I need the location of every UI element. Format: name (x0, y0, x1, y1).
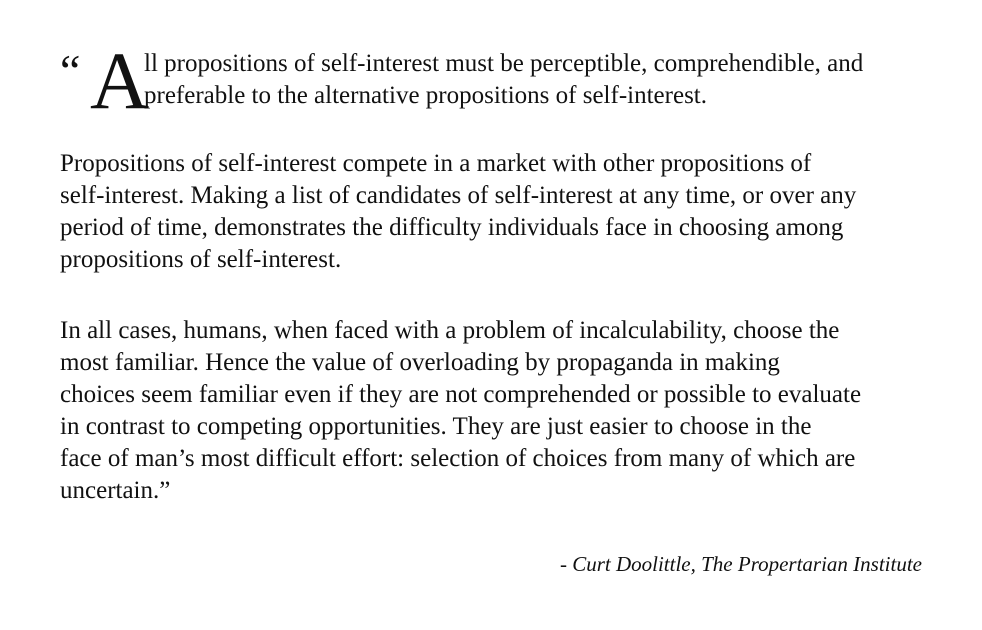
quote-line: choices seem familiar even if they are not comprehended or possible to evaluate (60, 381, 862, 408)
opening-quote-mark: “ (60, 45, 79, 96)
quote-line: in contrast to competing opportunities. They are just easier to choose in the (60, 413, 812, 440)
quote-line: preferable to the alternative propositions of self-interest. (144, 82, 707, 109)
quote-line: propositions of self-interest. (60, 246, 342, 273)
quote-line: period of time, demonstrates the difficulty individuals face in choosing among (60, 214, 844, 241)
quote-line: In all cases, humans, when faced with a problem of incalculability, choose the (60, 317, 840, 344)
quote-line: face of man’s most difficult effort: selection of choices from many of which are (60, 445, 856, 472)
quote-opening-paragraph (60, 35, 940, 126)
quote-attribution: - Curt Doolittle, The Propertarian Institute (559, 552, 922, 576)
quote-paragraph-3 (60, 315, 930, 507)
quote-line: ll propositions of self-interest must be perceptible, comprehendible, and (144, 50, 864, 77)
quote-line: uncertain.” (60, 477, 171, 504)
quote-line: most familiar. Hence the value of overloading by propaganda in making (60, 349, 780, 376)
drop-cap-letter: A (90, 35, 150, 126)
quote-line: self-interest. Making a list of candidates of self-interest at any time, or over any (60, 182, 857, 209)
quote-paragraph-2 (60, 148, 930, 276)
quote-line: Propositions of self-interest compete in a market with other propositions of (60, 150, 812, 177)
